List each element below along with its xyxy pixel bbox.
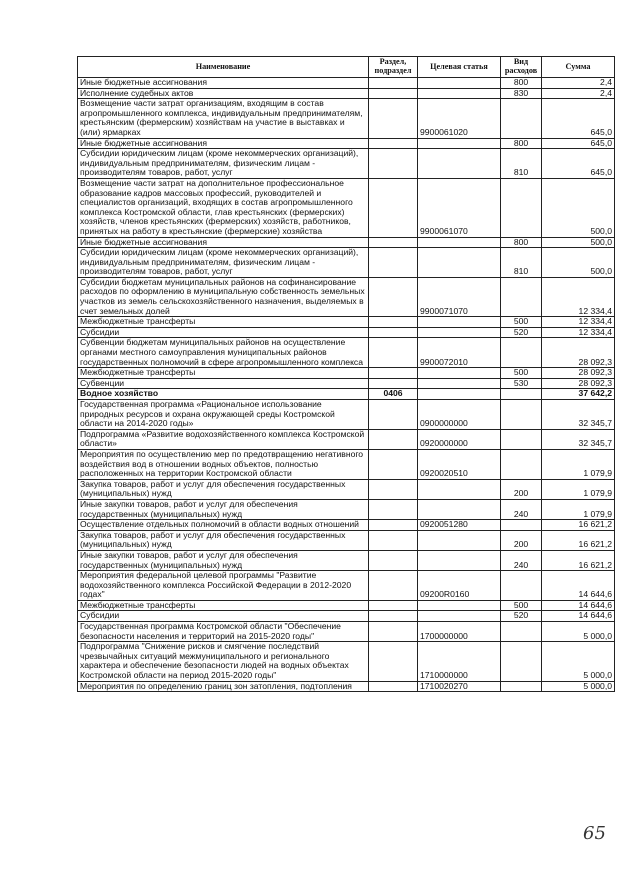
cell-section (369, 429, 418, 449)
cell-sum: 37 642,2 (542, 389, 615, 400)
cell-section (369, 78, 418, 89)
cell-section (369, 530, 418, 550)
cell-sum: 28 092,3 (542, 368, 615, 379)
cell-name: Подпрограмма «Развитие водохозяйственного комплекса Костромской области» (78, 429, 369, 449)
table-row (78, 378, 615, 389)
cell-target (418, 149, 501, 179)
cell-sum: 1 079,9 (542, 499, 615, 519)
cell-name: Исполнение судебных актов (78, 88, 369, 99)
cell-name: Субвенции бюджетам муниципальных районов на осуществление органами местного самоуправления муниципальных районов государственных полномочий в сфере агропромышленного комплекса (78, 338, 369, 368)
cell-sum: 500,0 (542, 178, 615, 237)
cell-section (369, 88, 418, 99)
cell-section (369, 248, 418, 278)
cell-name: Мероприятия по определению границ зон затопления, подтопления (78, 681, 369, 692)
cell-section (369, 550, 418, 570)
header-name: Наименование (78, 57, 369, 78)
cell-name: Закупка товаров, работ и услуг для обеспечения государственных (муниципальных) нужд (78, 530, 369, 550)
table-row (78, 681, 615, 692)
cell-sum: 645,0 (542, 99, 615, 138)
cell-name: Государственная программа Костромской области "Обеспечение безопасности населения и территорий на 2015-2020 годы" (78, 622, 369, 642)
cell-name: Осуществление отдельных полномочий в области водных отношений (78, 520, 369, 531)
cell-sum: 500,0 (542, 237, 615, 248)
cell-section (369, 622, 418, 642)
cell-name: Закупка товаров, работ и услуг для обеспечения государственных (муниципальных) нужд (78, 479, 369, 499)
cell-name: Межбюджетные трансферты (78, 317, 369, 328)
cell-kind: 830 (501, 88, 542, 99)
cell-kind (501, 389, 542, 400)
cell-target (418, 499, 501, 519)
table-row (78, 449, 615, 479)
table-row (78, 499, 615, 519)
cell-kind (501, 338, 542, 368)
cell-target (418, 479, 501, 499)
cell-name: Субвенции (78, 378, 369, 389)
cell-sum: 28 092,3 (542, 378, 615, 389)
cell-target: 09200R0160 (418, 571, 501, 601)
cell-section (369, 499, 418, 519)
cell-sum: 1 079,9 (542, 449, 615, 479)
cell-sum: 12 334,4 (542, 327, 615, 338)
cell-name: Возмещение части затрат на дополнительное профессиональное образование кадров массовых профессий, руководителей и специалистов организаций, входящих в состав агропромышленного комплекса Костромской области, глав крестьянских (фермерских) хозяйств, членов крестьянских (фермерских) хозяйств, работников, принятых на работу в крестьянские (фермерские) хозяйства (78, 178, 369, 237)
cell-kind: 800 (501, 237, 542, 248)
table-row (78, 88, 615, 99)
cell-kind: 500 (501, 368, 542, 379)
table-row (78, 429, 615, 449)
cell-target: 0920051280 (418, 520, 501, 531)
cell-name: Иные бюджетные ассигнования (78, 78, 369, 89)
cell-kind: 520 (501, 327, 542, 338)
cell-name: Возмещение части затрат организациям, входящим в состав агропромышленного комплекса, индивидуальным предпринимателям, крестьянским (фермерским) хозяйствам на участие в выставках и (или) ярмарках (78, 99, 369, 138)
cell-kind (501, 571, 542, 601)
page-number: 65 (583, 823, 606, 844)
cell-kind: 240 (501, 550, 542, 570)
table-row (78, 622, 615, 642)
cell-sum: 5 000,0 (542, 642, 615, 681)
cell-kind: 500 (501, 317, 542, 328)
cell-name: Государственная программа «Рациональное использование природных ресурсов и охрана окружающей среды Костромской области на 2014-2020 годы» (78, 400, 369, 430)
table-body (78, 78, 615, 692)
table-row (78, 642, 615, 681)
cell-section (369, 368, 418, 379)
table-row (78, 571, 615, 601)
cell-sum: 14 644,6 (542, 600, 615, 611)
table-row (78, 389, 615, 400)
table-row (78, 338, 615, 368)
cell-name: Иные закупки товаров, работ и услуг для обеспечения государственных (муниципальных) нужд (78, 550, 369, 570)
cell-name: Иные бюджетные ассигнования (78, 237, 369, 248)
table-row (78, 479, 615, 499)
table-header (78, 57, 615, 78)
budget-table (77, 56, 615, 692)
cell-kind (501, 99, 542, 138)
cell-target: 9900061070 (418, 178, 501, 237)
cell-kind (501, 642, 542, 681)
table-row (78, 368, 615, 379)
header-target: Целевая статья (418, 57, 501, 78)
table-row (78, 237, 615, 248)
cell-name: Субсидии бюджетам муниципальных районов на софинансирование расходов по оформлению в муниципальную собственность земельных участков из земель сельскохозяйственного назначения, выделяемых в счет земельных долей (78, 277, 369, 316)
cell-section (369, 611, 418, 622)
table-row (78, 600, 615, 611)
cell-target: 1710000000 (418, 642, 501, 681)
table-row (78, 149, 615, 179)
cell-section (369, 138, 418, 149)
cell-sum: 16 621,2 (542, 530, 615, 550)
cell-section (369, 600, 418, 611)
cell-sum: 2,4 (542, 88, 615, 99)
cell-kind: 200 (501, 530, 542, 550)
cell-name: Субсидии (78, 327, 369, 338)
cell-section (369, 99, 418, 138)
cell-sum: 645,0 (542, 149, 615, 179)
cell-kind (501, 681, 542, 692)
cell-target: 1710020270 (418, 681, 501, 692)
cell-target: 9900072010 (418, 338, 501, 368)
cell-kind (501, 520, 542, 531)
cell-target (418, 327, 501, 338)
cell-sum: 2,4 (542, 78, 615, 89)
cell-name: Иные бюджетные ассигнования (78, 138, 369, 149)
table-row (78, 99, 615, 138)
cell-sum: 5 000,0 (542, 681, 615, 692)
cell-kind: 810 (501, 248, 542, 278)
header-sum: Сумма (542, 57, 615, 78)
cell-target (418, 138, 501, 149)
cell-section (369, 681, 418, 692)
cell-section (369, 378, 418, 389)
cell-target: 9900061020 (418, 99, 501, 138)
cell-section (369, 338, 418, 368)
cell-sum: 14 644,6 (542, 611, 615, 622)
cell-kind: 530 (501, 378, 542, 389)
cell-target (418, 88, 501, 99)
cell-name: Водное хозяйство (78, 389, 369, 400)
cell-name: Иные закупки товаров, работ и услуг для обеспечения государственных (муниципальных) нужд (78, 499, 369, 519)
cell-kind (501, 449, 542, 479)
cell-sum: 500,0 (542, 248, 615, 278)
cell-kind: 800 (501, 78, 542, 89)
cell-section (369, 178, 418, 237)
cell-sum: 16 621,2 (542, 520, 615, 531)
cell-kind: 800 (501, 138, 542, 149)
cell-target (418, 550, 501, 570)
cell-sum: 28 092,3 (542, 338, 615, 368)
cell-target (418, 389, 501, 400)
cell-name: Мероприятия федеральной целевой программы "Развитие водохозяйственного комплекса Российской Федерации в 2012-2020 годах" (78, 571, 369, 601)
cell-sum: 16 621,2 (542, 550, 615, 570)
cell-kind: 200 (501, 479, 542, 499)
cell-name: Межбюджетные трансферты (78, 600, 369, 611)
cell-target (418, 368, 501, 379)
cell-target (418, 78, 501, 89)
cell-kind: 240 (501, 499, 542, 519)
table-row (78, 327, 615, 338)
cell-target: 0920020510 (418, 449, 501, 479)
cell-name: Подпрограмма "Снижение рисков и смягчение последствий чрезвычайных ситуаций межмуниципального и регионального характера и обеспечение безопасности людей на водных объектах Костромской области на период 2015-2020 годы" (78, 642, 369, 681)
cell-section: 0406 (369, 389, 418, 400)
table-row (78, 400, 615, 430)
cell-target (418, 317, 501, 328)
cell-target (418, 248, 501, 278)
cell-section (369, 237, 418, 248)
cell-sum: 12 334,4 (542, 277, 615, 316)
table-row (78, 138, 615, 149)
cell-kind: 810 (501, 149, 542, 179)
cell-sum: 32 345,7 (542, 429, 615, 449)
cell-target (418, 378, 501, 389)
cell-name: Субсидии юридическим лицам (кроме некоммерческих организаций), индивидуальным предпринимателям, физическим лицам - производителям товаров, работ, услуг (78, 149, 369, 179)
cell-section (369, 327, 418, 338)
cell-target: 1700000000 (418, 622, 501, 642)
cell-kind (501, 178, 542, 237)
table-row (78, 178, 615, 237)
cell-section (369, 317, 418, 328)
cell-sum: 645,0 (542, 138, 615, 149)
cell-kind (501, 277, 542, 316)
cell-name: Субсидии юридическим лицам (кроме некоммерческих организаций), индивидуальным предпринимателям, физическим лицам - производителям товаров, работ, услуг (78, 248, 369, 278)
table-row (78, 520, 615, 531)
header-kind: Вид расходов (501, 57, 542, 78)
cell-kind: 500 (501, 600, 542, 611)
cell-sum: 1 079,9 (542, 479, 615, 499)
cell-section (369, 449, 418, 479)
cell-name: Межбюджетные трансферты (78, 368, 369, 379)
table-row (78, 78, 615, 89)
cell-target (418, 611, 501, 622)
cell-section (369, 149, 418, 179)
cell-kind: 520 (501, 611, 542, 622)
table-row (78, 550, 615, 570)
cell-target: 9900071070 (418, 277, 501, 316)
cell-sum: 12 334,4 (542, 317, 615, 328)
cell-name: Мероприятия по осуществлению мер по предотвращению негативного воздействия вод в отношении водных объектов, полностью расположенных на территории Костромской области (78, 449, 369, 479)
cell-name: Субсидии (78, 611, 369, 622)
cell-sum: 14 644,6 (542, 571, 615, 601)
cell-target (418, 237, 501, 248)
cell-section (369, 571, 418, 601)
cell-section (369, 277, 418, 316)
cell-target (418, 530, 501, 550)
cell-sum: 5 000,0 (542, 622, 615, 642)
table-row (78, 317, 615, 328)
cell-kind (501, 429, 542, 449)
cell-section (369, 642, 418, 681)
cell-target (418, 600, 501, 611)
header-section: Раздел, подраздел (369, 57, 418, 78)
cell-section (369, 479, 418, 499)
cell-section (369, 520, 418, 531)
cell-target: 0900000000 (418, 400, 501, 430)
cell-section (369, 400, 418, 430)
table-row (78, 530, 615, 550)
table-row (78, 277, 615, 316)
table-row (78, 611, 615, 622)
cell-kind (501, 622, 542, 642)
cell-sum: 32 345,7 (542, 400, 615, 430)
table-row (78, 248, 615, 278)
cell-target: 0920000000 (418, 429, 501, 449)
cell-kind (501, 400, 542, 430)
